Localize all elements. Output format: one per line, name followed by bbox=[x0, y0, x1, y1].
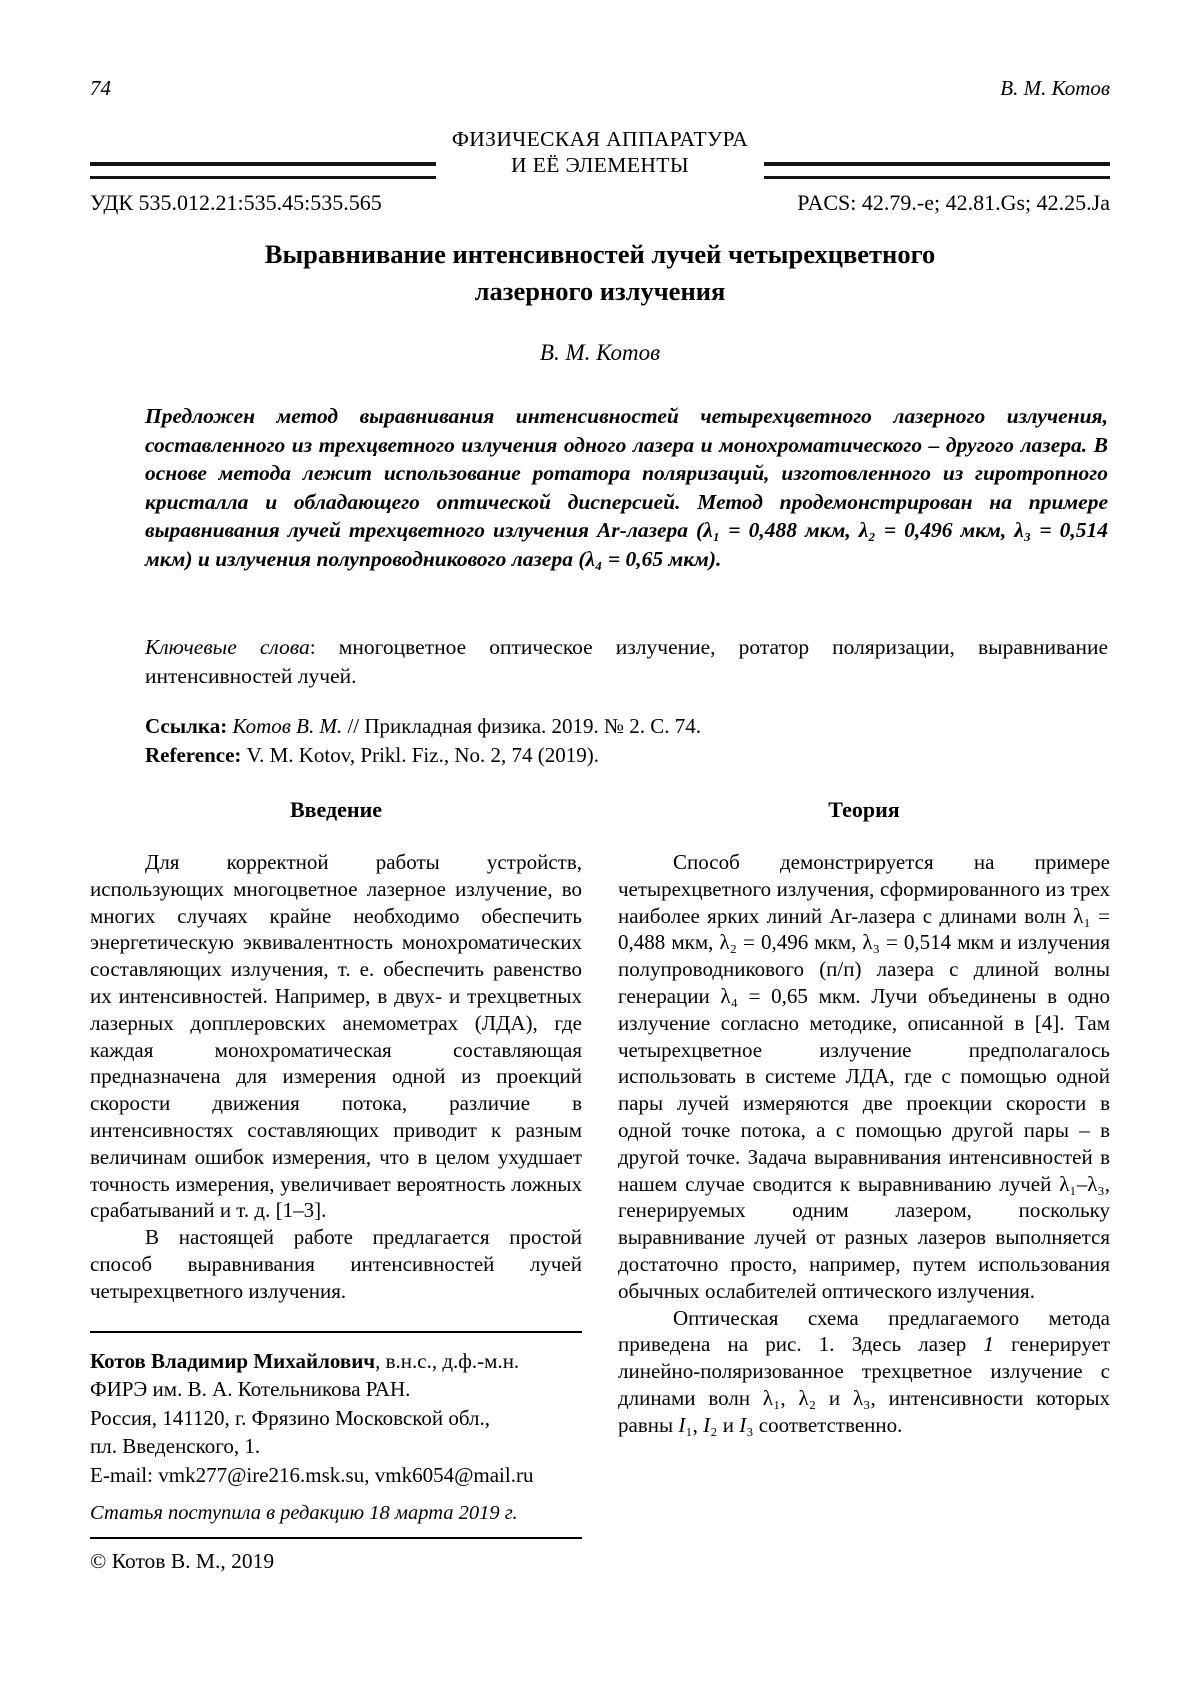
author-info-separator bbox=[90, 1331, 582, 1333]
citation-ru-line: Ссылка: Котов В. М. // Прикладная физика. 2019. № 2. С. 74. bbox=[145, 714, 702, 738]
rubric-line-2: И ЕЁ ЭЛЕМЕНТЫ bbox=[511, 153, 689, 177]
running-head bbox=[90, 76, 1110, 101]
title-line-2: лазерного излучения bbox=[474, 276, 726, 306]
theory-heading: Теория bbox=[828, 797, 900, 822]
rubric-header bbox=[90, 126, 1110, 186]
author-address-2: пл. Введенского, 1. bbox=[90, 1434, 261, 1459]
udc-code: УДК 535.012.21:535.45:535.565 bbox=[90, 190, 382, 215]
page-number: 74 bbox=[90, 76, 111, 100]
running-author: В. М. Котов bbox=[1000, 76, 1110, 100]
rubric-rule-right bbox=[764, 162, 1110, 179]
theory-paragraph-1: Способ демонстрируется на примере четырехцветного излучения, сформированного из трех наиболее ярких линий Ar-лазера с длинами волн λ₁ = 0,488 мкм, λ₂ = 0,496 мкм, λ₃ = 0,514 мкм и излучения полупроводникового (п/п) лазера с длиной волны генерации λ₄ = 0,65 мкм. Лучи объединены в одно излучение согласно методике, описанной в [4]. Там четырехцветное излучение предполагалось использовать в системе ЛДА, где с помощью одной пары лучей измеряются две проекции скорости в одной точке потока, а с помощью другой пары – в другой точке. Задача выравнивания интенсивностей в нашем случае сводится к выравниванию лучей λ₁–λ₃, генерируемых одним лазером, поскольку выравнивание лучей от разных лазеров выполняется достаточно просто, например, путем использования обычных ослабителей оптического излучения. bbox=[618, 850, 1110, 1303]
intro-heading: Введение bbox=[289, 797, 383, 822]
author-email-line: E-mail: vmk277@ire216.msk.su, vmk6054@mail.ru bbox=[90, 1462, 534, 1487]
article-author: В. М. Котов bbox=[539, 340, 661, 365]
author-info-block bbox=[90, 1347, 582, 1490]
intro-column bbox=[90, 795, 582, 1574]
citation-block bbox=[145, 712, 1108, 770]
author-name-line: Котов Владимир Михайлович, в.н.с., д.ф.-м.н. bbox=[90, 1348, 520, 1373]
author-address-1: Россия, 141120, г. Фрязино Московской обл., bbox=[90, 1405, 490, 1430]
citation-en-line: Reference: V. M. Kotov, Prikl. Fiz., No. 2, 74 (2019). bbox=[145, 743, 599, 767]
intro-paragraph-1: Для корректной работы устройств, использующих многоцветное лазерное излучение, во многих случаях крайне необходимо обеспечить энергетическую эквивалентность монохроматических составляющих излучения, т. е. обеспечить равенство их интенсивностей. Например, в двух- и трехцветных лазерных допплеровских анемометрах (ЛДА), где каждая монохроматическая составляющая предназначена для измерения одной из проекций скорости движения потока, различие в интенсивностях составляющих приводит к разным величинам ошибок измерения, что в целом ухудшает точность измерения, увеличивает вероятность ложных срабатываний и т. д. [1–3]. bbox=[90, 850, 582, 1223]
pacs-code: PACS: 42.79.-e; 42.81.Gs; 42.25.Ja bbox=[797, 190, 1110, 215]
classification-codes bbox=[90, 190, 1110, 216]
intro-paragraph-2: В настоящей работе предлагается простой способ выравнивания интенсивностей лучей четырехцветного излучения. bbox=[90, 1225, 582, 1303]
keywords-line: Ключевые слова: многоцветное оптическое излучение, ротатор поляризации, выравнивание интенсивностей лучей. bbox=[145, 635, 1108, 688]
received-date-line: Статья поступила в редакцию 18 марта 2019 г. bbox=[90, 1501, 518, 1524]
rubric-line-1: ФИЗИЧЕСКАЯ АППАРАТУРА bbox=[451, 127, 749, 151]
copyright-line: © Котов В. М., 2019 bbox=[90, 1537, 582, 1574]
theory-column bbox=[618, 795, 1110, 1439]
author-affiliation: ФИРЭ им. В. А. Котельникова РАН. bbox=[90, 1377, 411, 1402]
theory-paragraph-2: Оптическая схема предлагаемого метода приведена на рис. 1. Здесь лазер 1 генерирует линейно-поляризованное трехцветное излучение с длинами волн λ₁, λ₂ и λ₃, интенсивности которых равны I₁, I₂ и I₃ соответственно. bbox=[618, 1305, 1110, 1437]
title-line-1: Выравнивание интенсивностей лучей четырехцветного bbox=[264, 239, 936, 269]
article-title bbox=[90, 236, 1110, 310]
abstract-text: Предложен метод выравнивания интенсивностей четырехцветного лазерного излучения, составленного из трехцветного излучения одного лазера и монохроматического – другого лазера. В основе метода лежит использование ротатора поляризаций, изготовленного из гиротропного кристалла и обладающего оптической дисперсией. Метод продемонстрирован на примере выравнивания лучей трехцветного излучения Ar-лазера (λ₁ = 0,488 мкм, λ₂ = 0,496 мкм, λ₃ = 0,514 мкм) и излучения полупроводникового лазера (λ₄ = 0,65 мкм). bbox=[145, 404, 1108, 571]
